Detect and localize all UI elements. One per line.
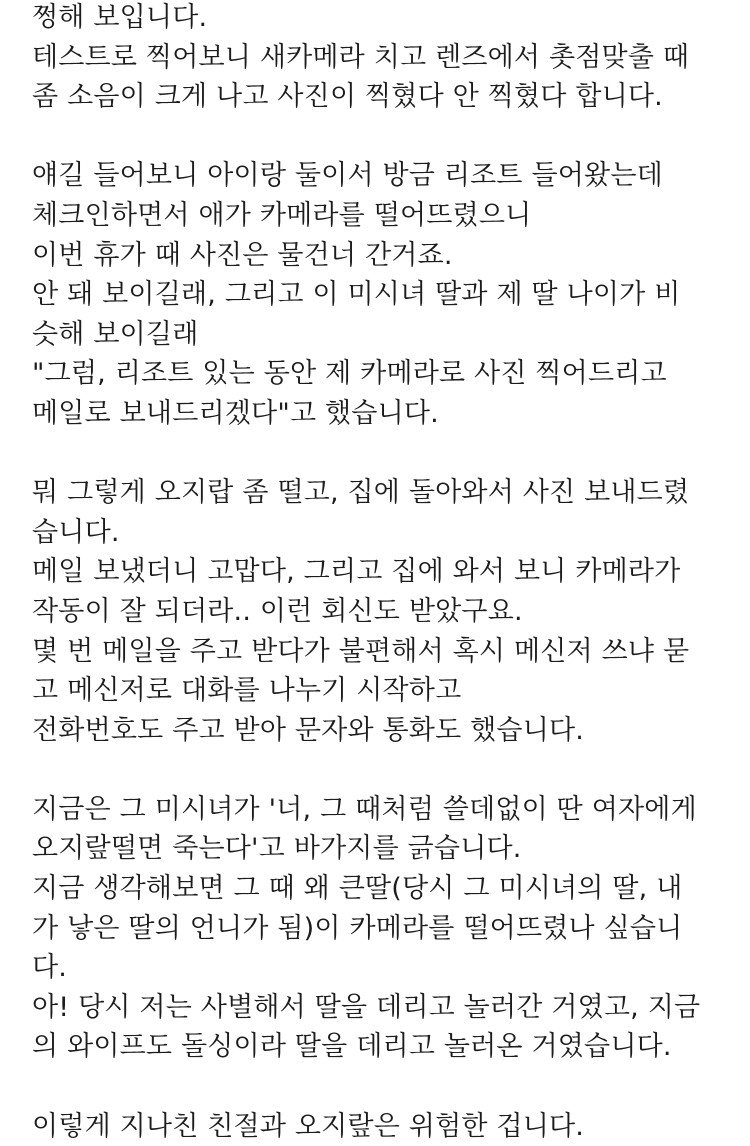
paragraph-2 (32, 156, 747, 433)
text-line: 습니다. (32, 516, 120, 548)
text-line: 얘길 들어보니 아이랑 둘이서 방금 리조트 들어왔는데 (32, 160, 663, 192)
text-line: 체크인하면서 애가 카메라를 떨어뜨렸으니 (32, 199, 532, 231)
text-line: "그럼, 리조트 있는 동안 제 카메라로 사진 찍어드리고 (32, 358, 667, 390)
text-line: 오지랖떨면 죽는다'고 바가지를 긁습니다. (32, 833, 522, 865)
text-line: 작동이 잘 되더라.. 이런 회신도 받았구요. (32, 595, 523, 627)
text-line: 메일 보냈더니 고맙다, 그리고 집에 와서 보니 카메라가 (32, 556, 681, 588)
text-line: 테스트로 찍어보니 새카메라 치고 렌즈에서 촛점맞출 때 (32, 41, 690, 73)
document-body (32, 0, 747, 1146)
text-line: 이렇게 지나친 친절과 오지랖은 위험한 겁니다. (32, 1110, 585, 1142)
text-line: 메일로 보내드리겠다"고 했습니다. (32, 397, 439, 429)
paragraph-5 (32, 1107, 747, 1146)
text-line: 뭐 그렇게 오지랍 좀 떨고, 집에 돌아와서 사진 보내드렸 (32, 477, 690, 509)
text-line: 지금 생각해보면 그 때 왜 큰딸(당시 그 미시녀의 딸, 내 (32, 873, 683, 905)
text-line: 쩡해 보입니다. (32, 2, 208, 33)
text-line: 지금은 그 미시녀가 '너, 그 때처럼 쓸데없이 딴 여자에게 (32, 793, 697, 825)
text-line: 고 메신저로 대화를 나누기 시작하고 (32, 675, 462, 707)
paragraph-1 (32, 0, 747, 117)
paragraph-3 (32, 473, 747, 750)
text-line: 안 돼 보이길래, 그리고 이 미시녀 딸과 제 딸 나이가 비 (32, 279, 681, 311)
text-line: 이번 휴가 때 사진은 물건너 간거죠. (32, 239, 453, 271)
text-line: 아! 당시 저는 사별해서 딸을 데리고 놀러간 거였고, 지금 (32, 991, 701, 1023)
text-line: 몇 번 메일을 주고 받다가 불편해서 혹시 메신저 쓰냐 묻 (32, 635, 690, 667)
text-line: 가 낳은 딸의 언니가 됨)이 카메라를 떨어뜨렸나 싶습니 (32, 912, 683, 944)
text-line: 좀 소음이 크게 나고 사진이 찍혔다 안 찍혔다 합니다. (32, 81, 663, 113)
text-line: 슷해 보이길래 (32, 318, 199, 350)
text-line: 전화번호도 주고 받아 문자와 통화도 했습니다. (32, 714, 585, 746)
text-line: 의 와이프도 돌싱이라 딸을 데리고 놀러온 거였습니다. (32, 1031, 672, 1063)
paragraph-4 (32, 790, 747, 1067)
text-line: 다. (32, 952, 68, 984)
